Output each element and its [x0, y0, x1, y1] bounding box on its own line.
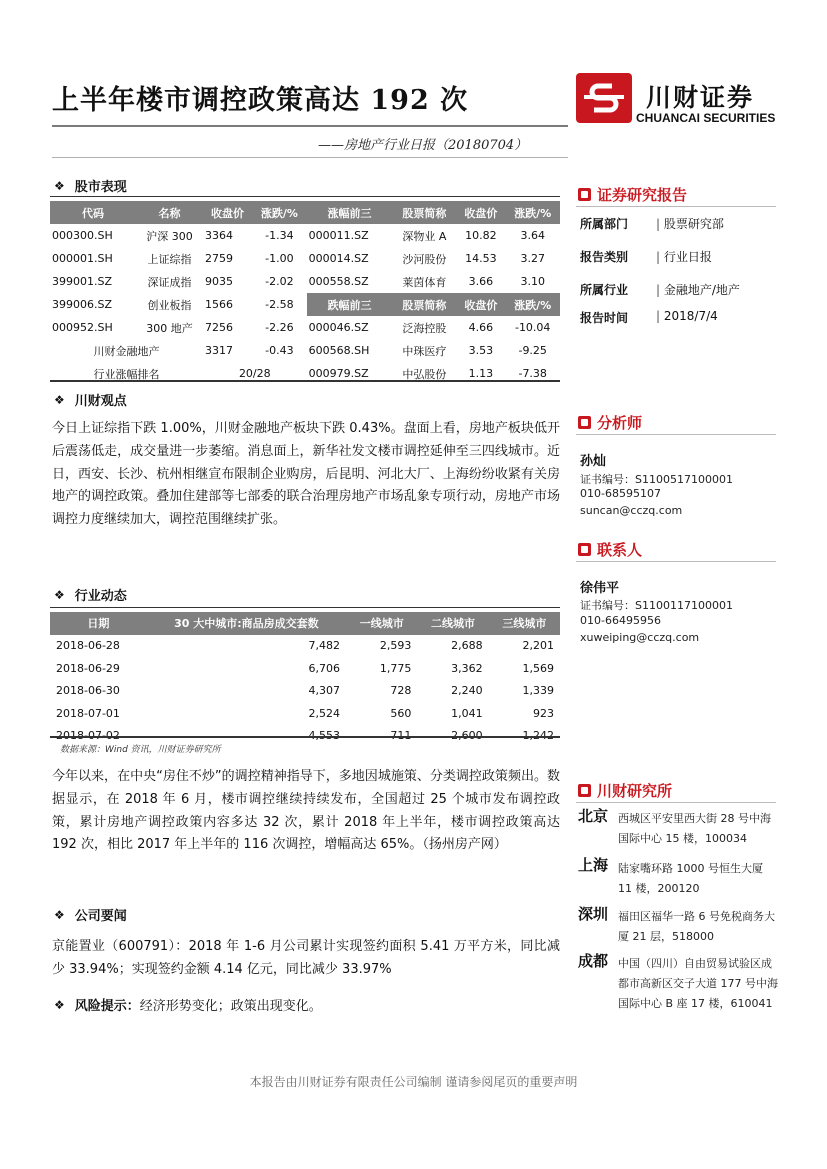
office-city: 上海: [578, 856, 609, 874]
table-row: 2018-06-30 4,307 728 2,240 1,339: [56, 684, 554, 698]
square-bullet-icon: [578, 188, 591, 201]
contact-email[interactable]: xuweiping@cczq.com: [580, 631, 700, 644]
col-header: 股票简称: [393, 201, 457, 224]
table-row: 000001.SH 上证综指 2759 -1.00 000014.SZ 沙河股份 14.53 3.27: [52, 252, 545, 266]
data-source-note: 数据来源：Wind 资讯，川财证券研究所: [60, 745, 221, 755]
col-header: 跌幅前三: [307, 293, 393, 316]
table-row: 399001.SZ 深证成指 9035 -2.02 000558.SZ 莱茵体育 3.66 3.10: [52, 275, 545, 289]
table-row: 000300.SH 沪深 300 3364 -1.34 000011.SZ 深物业 A 10.82 3.64: [52, 229, 545, 243]
meta-key: 报告时间: [580, 311, 629, 325]
diamond-bullet-icon: ❖: [54, 178, 65, 193]
section-rule: [50, 196, 560, 197]
contact-phone: 010-66495956: [580, 614, 661, 627]
office-address: 福田区福华一路 6 号免税商务大厦 21 层，518000: [618, 910, 775, 943]
diamond-bullet-icon: ❖: [54, 997, 65, 1012]
contact-cert: 证书编号：S1100117100001: [580, 599, 733, 612]
table-row: 399006.SZ 创业板指 1566 -2.58 跌幅前三 股票简称 收盘价 涨跌/%: [50, 293, 560, 316]
risk-note: ❖ 风险提示： 经济形势变化；政策出现变化。: [54, 997, 322, 1014]
sidebar-rule: [576, 206, 776, 207]
office-city: 深圳: [578, 905, 609, 923]
sidebar-contact-head: 联系人: [578, 539, 642, 560]
section-view: ❖ 川财观点: [54, 392, 127, 409]
brand-name: 川财证券: [646, 83, 755, 112]
meta-value: | 金融地产/地产: [656, 281, 740, 298]
col-header: 二线城市: [417, 612, 488, 635]
meta-key: 所属部门: [580, 217, 629, 231]
contact-name: 徐伟平: [580, 581, 620, 596]
table-row: 2018-06-28 7,482 2,593 2,688 2,201: [56, 639, 554, 653]
table-row: 000952.SH 300 地产 7256 -2.26 000046.SZ 泛海控股 4.66 -10.04: [52, 321, 551, 335]
col-header: 名称: [136, 201, 203, 224]
industry-paragraph: 今年以来，在中央“房住不炒”的调控精神指导下，多地因城施策、分类调控政策频出。数据显示，在 2018 年 6 月，楼市调控继续持续发布，全国超过 25 个城市发布调控政策，累计房地产调控政策内容多达 32 次，累计 2018 年上半年，楼市调控政策高达 192 次，相比 2017 年上半年的 116 次调控，增幅高达 65%。（扬州房产网）: [52, 769, 560, 853]
header-rule-lower: [52, 157, 568, 158]
section-industry: ❖ 行业动态: [54, 587, 127, 604]
col-header: 30 大中城市:商品房成交套数: [147, 612, 346, 635]
col-header: 收盘价: [203, 201, 252, 224]
col-header: 涨跌/%: [505, 293, 560, 316]
square-bullet-icon: [578, 784, 591, 797]
sidebar-rule: [576, 561, 776, 562]
view-paragraph: 今日上证综指下跌 1.00%，川财金融地产板块下跌 0.43%。盘面上看，房地产板块低开后震荡低走，成交量进一步萎缩。消息面上，新华社发文楼市调控延伸至三四线城市。近日，西安、长沙、杭州相继宣布限制企业购房，后昆明、河北大厂、上海纷纷收紧有关房地产的调控政策。叠加住建部等七部委的联合治理房地产市场乱象专项行动，房地产市场调控力度继续加大，调控范围继续扩张。: [52, 421, 560, 528]
square-bullet-icon: [578, 543, 591, 556]
sidebar-institute-head: 川财研究所: [578, 780, 672, 801]
col-header: 涨跌/%: [252, 201, 306, 224]
section-company: ❖ 公司要闻: [54, 907, 127, 924]
office-address: 陆家嘴环路 1000 号恒生大厦 11 楼，200120: [618, 862, 763, 895]
meta-value: | 2018/7/4: [656, 309, 718, 323]
col-header: 收盘价: [456, 201, 505, 224]
table-row: 2018-06-29 6,706 1,775 3,362 1,569: [56, 661, 554, 675]
analyst-name: 孙灿: [580, 454, 607, 469]
table-row: 2018-07-01 2,524 560 1,041 923: [56, 706, 554, 720]
page-footer: 本报告由川财证券有限责任公司编制 谨请参阅尾页的重要声明: [249, 1075, 578, 1089]
meta-value: | 股票研究部: [656, 215, 724, 232]
table-rule: [50, 736, 560, 738]
office-city: 成都: [578, 952, 609, 970]
sidebar-report-head: 证券研究报告: [578, 184, 687, 205]
brand-name-en: CHUANCAI SECURITIES: [636, 111, 776, 125]
square-bullet-icon: [578, 416, 591, 429]
meta-key: 报告类别: [580, 250, 629, 264]
company-paragraph: 京能置业（600791）：2018 年 1-6 月公司累计实现签约面积 5.41 万平方米，同比减少 33.94%；实现签约金额 4.14 亿元，同比减少 33.97%: [52, 939, 560, 977]
table-row: 川财金融地产 3317 -0.43 600568.SH 中珠医疗 3.53 -9.25: [93, 344, 547, 358]
section-market: ❖ 股市表现: [54, 178, 127, 195]
section-rule: [50, 607, 560, 608]
page-title: 上半年楼市调控政策高达 192 次: [52, 85, 469, 116]
col-header: 日期: [50, 612, 147, 635]
meta-key: 所属行业: [580, 283, 629, 297]
table-rule: [50, 380, 560, 382]
analyst-cert: 证书编号：S1100517100001: [580, 473, 733, 486]
market-table: [50, 201, 560, 385]
col-header: 三线城市: [489, 612, 560, 635]
col-header: 股票简称: [393, 293, 457, 316]
office-city: 北京: [578, 807, 609, 825]
col-header: 涨幅前三: [307, 201, 393, 224]
col-header: 一线城市: [346, 612, 417, 635]
col-header: 收盘价: [456, 293, 505, 316]
col-header: 代码: [50, 201, 136, 224]
col-header: 涨跌/%: [505, 201, 560, 224]
table-header-row: [50, 201, 560, 224]
table-row: 行业涨幅排名 20/28 000979.SZ 中弘股份 1.13 -7.38: [93, 367, 547, 381]
analyst-phone: 010-68595107: [580, 487, 661, 500]
office-address: 西城区平安里西大街 28 号中海国际中心 15 楼，100034: [618, 812, 771, 845]
table-header-row: [50, 612, 560, 635]
office-address: 中国（四川）自由贸易试验区成都市高新区交子大道 177 号中海国际中心 B 座 17 楼，610041: [618, 957, 778, 1010]
diamond-bullet-icon: ❖: [54, 587, 65, 602]
page-subtitle: ——房地产行业日报（20180704）: [318, 138, 528, 153]
sidebar-rule: [576, 802, 776, 803]
logo-icon: [576, 73, 632, 123]
diamond-bullet-icon: ❖: [54, 907, 65, 922]
meta-value: | 行业日报: [656, 248, 712, 265]
analyst-email[interactable]: suncan@cczq.com: [580, 504, 683, 517]
sidebar-rule: [576, 434, 776, 435]
header-rule: [52, 125, 568, 127]
sidebar-analyst-head: 分析师: [578, 412, 642, 433]
industry-table: [50, 612, 560, 747]
diamond-bullet-icon: ❖: [54, 392, 65, 407]
